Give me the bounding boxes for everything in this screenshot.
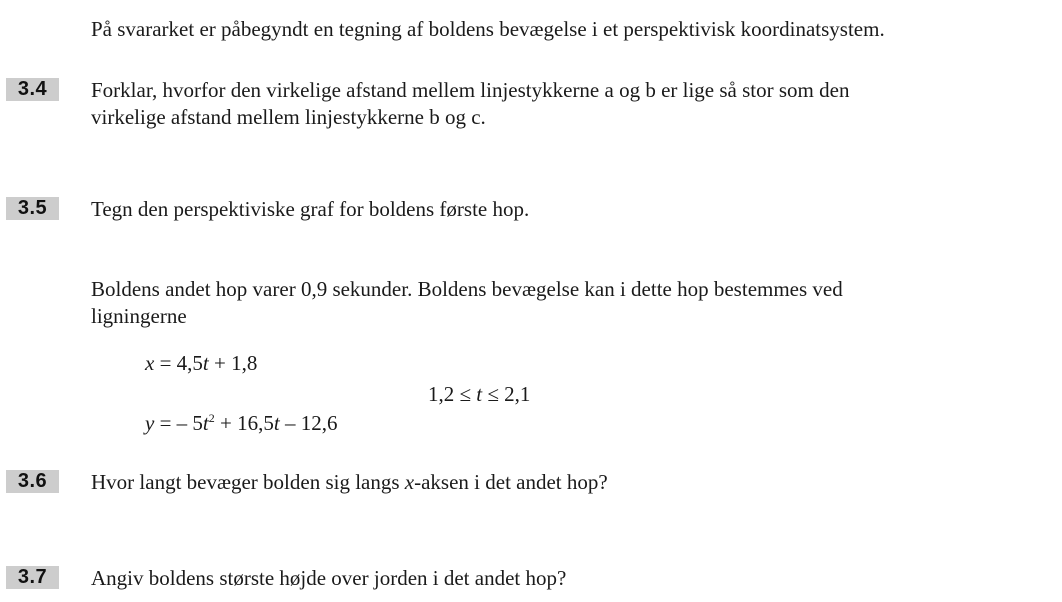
equation-y bbox=[145, 410, 337, 436]
eq-y-exponent: 2 bbox=[208, 411, 215, 425]
eq-y-t1: t bbox=[202, 411, 209, 435]
eq-y-rhs-b: + 16,5 bbox=[214, 411, 274, 435]
equation-domain bbox=[428, 381, 530, 407]
eq-y-rhs-c: – 12,6 bbox=[279, 411, 338, 435]
eq-y-rhs-a: = – 5 bbox=[154, 411, 203, 435]
domain-t: t bbox=[476, 382, 483, 406]
question-3-6-post: -aksen i det andet hop? bbox=[414, 470, 608, 494]
second-hop-line-1: Boldens andet hop varer 0,9 sekunder. Boldens bevægelse kan i dette hop bestemmes ved bbox=[91, 277, 843, 301]
question-3-5-text: Tegn den perspektiviske graf for boldens første hop. bbox=[91, 197, 530, 221]
equation-x bbox=[145, 350, 257, 376]
eq-y-var: y bbox=[145, 411, 155, 435]
second-hop-line-2: ligningerne bbox=[91, 304, 187, 328]
question-3-6-text bbox=[91, 469, 608, 496]
question-3-4-line-1: Forklar, hvorfor den virkelige afstand mellem linjestykkerne a og b er lige så stor som den bbox=[91, 78, 850, 102]
eq-x-rhs-b: + 1,8 bbox=[208, 351, 258, 375]
intro-text: På svararket er påbegyndt en tegning af boldens bevægelse i et perspektivisk koordinatsystem. bbox=[91, 17, 885, 41]
eq-x-var: x bbox=[145, 351, 155, 375]
domain-left: 1,2 ≤ bbox=[428, 382, 477, 406]
eq-x-t: t bbox=[202, 351, 209, 375]
domain-right: ≤ 2,1 bbox=[482, 382, 531, 406]
eq-y-t2: t bbox=[273, 411, 280, 435]
question-number-3-6: 3.6 bbox=[6, 470, 59, 493]
question-number-3-4: 3.4 bbox=[6, 78, 59, 101]
question-3-6-pre: Hvor langt bevæger bolden sig langs bbox=[91, 470, 405, 494]
question-3-7-text: Angiv boldens største højde over jorden i det andet hop? bbox=[91, 566, 567, 590]
eq-x-rhs-a: = 4,5 bbox=[154, 351, 203, 375]
question-3-4-line-2: virkelige afstand mellem linjestykkerne b og c. bbox=[91, 105, 486, 129]
question-3-6-var: x bbox=[404, 470, 415, 494]
question-number-3-5: 3.5 bbox=[6, 197, 59, 220]
question-number-3-7: 3.7 bbox=[6, 566, 59, 589]
